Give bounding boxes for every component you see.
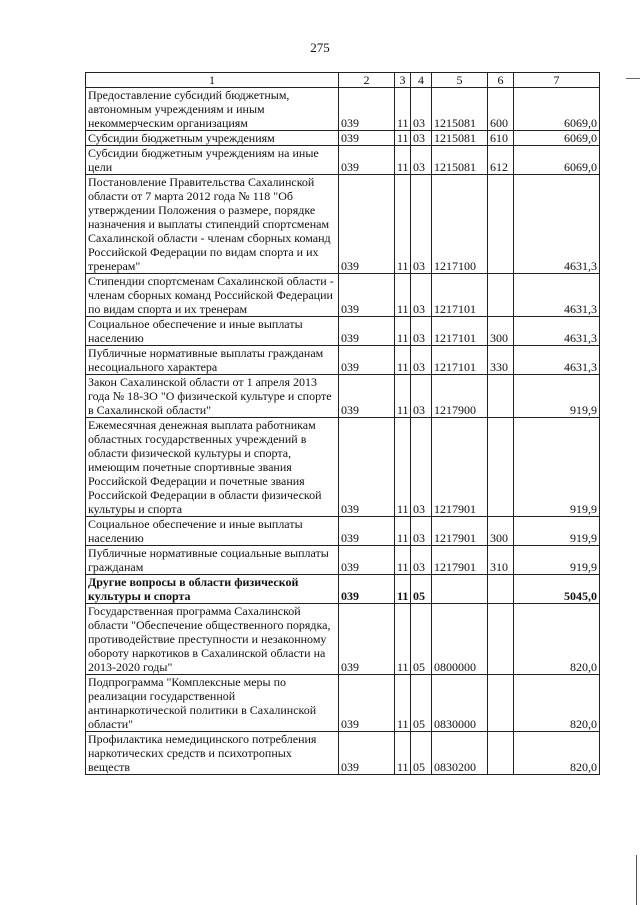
row-section-cell: 11 [395, 418, 411, 517]
row-amount-cell: 4631,3 [514, 274, 600, 317]
table-row [86, 274, 600, 317]
row-name-cell: Ежемесячная денежная выплата работникам областных государственных учреждений в области физической культуры и спорта, имеющим почетные спортивные звания Российской Федерации и почетные звания Российской Федерации в области физической культуры и спорта [86, 418, 339, 517]
row-subsection-cell: 03 [411, 175, 432, 274]
row-admin-code-cell: 039 [339, 732, 395, 775]
row-subsection-cell: 03 [411, 375, 432, 418]
row-amount-cell: 919,9 [514, 375, 600, 418]
row-name-cell: Субсидии бюджетным учреждениям на иные цели [86, 146, 339, 175]
table-row [86, 517, 600, 546]
row-expense-type-cell: 610 [488, 131, 514, 146]
row-section-cell: 11 [395, 375, 411, 418]
row-admin-code-cell: 039 [339, 274, 395, 317]
row-admin-code-cell: 039 [339, 175, 395, 274]
row-admin-code-cell: 039 [339, 418, 395, 517]
row-admin-code-cell: 039 [339, 517, 395, 546]
row-admin-code-cell: 039 [339, 375, 395, 418]
row-amount-cell: 820,0 [514, 675, 600, 732]
row-target-article-cell: 1217901 [432, 517, 488, 546]
row-admin-code-cell: 039 [339, 131, 395, 146]
row-target-article-cell: 1215081 [432, 146, 488, 175]
table-header-row [86, 73, 600, 88]
row-subsection-cell: 03 [411, 418, 432, 517]
row-admin-code-cell: 039 [339, 604, 395, 675]
row-name-cell: Государственная программа Сахалинской области "Обеспечение общественного порядка, противодействие преступности и незаконному обороту наркотиков в Сахалинской области на 2013-2020 годы" [86, 604, 339, 675]
row-amount-cell: 820,0 [514, 604, 600, 675]
table-row [86, 675, 600, 732]
column-header-4: 4 [411, 73, 432, 88]
row-expense-type-cell [488, 675, 514, 732]
column-header-3: 3 [395, 73, 411, 88]
row-subsection-cell: 05 [411, 604, 432, 675]
row-target-article-cell: 0800000 [432, 604, 488, 675]
row-section-cell: 11 [395, 146, 411, 175]
row-expense-type-cell: 600 [488, 88, 514, 131]
row-name-cell: Предоставление субсидий бюджетным, автономным учреждениям и иным некоммерческим организациям [86, 88, 339, 131]
row-expense-type-cell: 300 [488, 517, 514, 546]
row-admin-code-cell: 039 [339, 88, 395, 131]
column-header-1: 1 [86, 73, 339, 88]
column-header-7: 7 [514, 73, 600, 88]
row-amount-cell: 919,9 [514, 546, 600, 575]
row-name-cell: Закон Сахалинской области от 1 апреля 2013 года № 18-ЗО "О физической культуре и спорте в Сахалинской области" [86, 375, 339, 418]
row-section-cell: 11 [395, 604, 411, 675]
row-subsection-cell: 03 [411, 131, 432, 146]
row-section-cell: 11 [395, 732, 411, 775]
table-row [86, 146, 600, 175]
row-target-article-cell: 1217101 [432, 346, 488, 375]
table-row [86, 88, 600, 131]
row-subsection-cell: 05 [411, 575, 432, 604]
row-amount-cell: 6069,0 [514, 88, 600, 131]
row-name-cell: Подпрограмма "Комплексные меры по реализации государственной антинаркотической политики в Сахалинской области" [86, 675, 339, 732]
row-section-cell: 11 [395, 517, 411, 546]
row-expense-type-cell: 330 [488, 346, 514, 375]
row-target-article-cell: 1217901 [432, 418, 488, 517]
row-target-article-cell: 1217101 [432, 317, 488, 346]
row-subsection-cell: 03 [411, 317, 432, 346]
page-number: 275 [310, 40, 330, 55]
row-amount-cell: 5045,0 [514, 575, 600, 604]
row-expense-type-cell [488, 375, 514, 418]
row-target-article-cell: 1217100 [432, 175, 488, 274]
row-subsection-cell: 05 [411, 732, 432, 775]
row-target-article-cell: 0830000 [432, 675, 488, 732]
table-row [86, 346, 600, 375]
row-name-cell: Другие вопросы в области физической культуры и спорта [86, 575, 339, 604]
row-name-cell: Постановление Правительства Сахалинской области от 7 марта 2012 года № 118 "Об утверждении Положения о размере, порядке назначения и выплаты стипендий спортсменам Сахалинской области - членам сборных команд Российской Федерации по видам спорта и их тренерам" [86, 175, 339, 274]
row-expense-type-cell: 612 [488, 146, 514, 175]
row-name-cell: Публичные нормативные выплаты гражданам несоциального характера [86, 346, 339, 375]
row-target-article-cell [432, 575, 488, 604]
row-section-cell: 11 [395, 546, 411, 575]
row-admin-code-cell: 039 [339, 546, 395, 575]
row-amount-cell: 6069,0 [514, 146, 600, 175]
row-target-article-cell: 1217101 [432, 274, 488, 317]
row-amount-cell: 919,9 [514, 418, 600, 517]
row-expense-type-cell [488, 175, 514, 274]
row-section-cell: 11 [395, 317, 411, 346]
edge-mark [626, 78, 640, 79]
row-amount-cell: 919,9 [514, 517, 600, 546]
column-header-2: 2 [339, 73, 395, 88]
table-row [86, 317, 600, 346]
row-admin-code-cell: 039 [339, 317, 395, 346]
row-section-cell: 11 [395, 675, 411, 732]
table-row [86, 375, 600, 418]
row-name-cell: Публичные нормативные социальные выплаты гражданам [86, 546, 339, 575]
row-subsection-cell: 05 [411, 675, 432, 732]
column-header-6: 6 [488, 73, 514, 88]
row-admin-code-cell: 039 [339, 675, 395, 732]
row-expense-type-cell [488, 604, 514, 675]
table-row [86, 131, 600, 146]
row-subsection-cell: 03 [411, 546, 432, 575]
row-target-article-cell: 1215081 [432, 131, 488, 146]
row-expense-type-cell [488, 274, 514, 317]
column-header-5: 5 [432, 73, 488, 88]
table-row [86, 732, 600, 775]
row-name-cell: Социальное обеспечение и иные выплаты населению [86, 317, 339, 346]
row-section-cell: 11 [395, 346, 411, 375]
row-expense-type-cell [488, 418, 514, 517]
row-admin-code-cell: 039 [339, 575, 395, 604]
row-name-cell: Стипендии спортсменам Сахалинской области - членам сборных команд Российской Федерации по видам спорта и их тренерам [86, 274, 339, 317]
row-subsection-cell: 03 [411, 88, 432, 131]
row-section-cell: 11 [395, 175, 411, 274]
row-section-cell: 11 [395, 274, 411, 317]
row-expense-type-cell [488, 575, 514, 604]
row-subsection-cell: 03 [411, 146, 432, 175]
row-subsection-cell: 03 [411, 517, 432, 546]
row-name-cell: Субсидии бюджетным учреждениям [86, 131, 339, 146]
row-section-cell: 11 [395, 131, 411, 146]
row-amount-cell: 4631,3 [514, 175, 600, 274]
row-subsection-cell: 03 [411, 274, 432, 317]
row-amount-cell: 820,0 [514, 732, 600, 775]
row-name-cell: Социальное обеспечение и иные выплаты населению [86, 517, 339, 546]
edge-line [636, 855, 637, 905]
budget-table [85, 72, 600, 775]
table-row [86, 175, 600, 274]
row-section-cell: 11 [395, 88, 411, 131]
row-target-article-cell: 1217901 [432, 546, 488, 575]
row-expense-type-cell: 300 [488, 317, 514, 346]
row-subsection-cell: 03 [411, 346, 432, 375]
row-target-article-cell: 1217900 [432, 375, 488, 418]
row-name-cell: Профилактика немедицинского потребления наркотических средств и психотропных веществ [86, 732, 339, 775]
row-amount-cell: 4631,3 [514, 346, 600, 375]
row-amount-cell: 4631,3 [514, 317, 600, 346]
row-amount-cell: 6069,0 [514, 131, 600, 146]
row-target-article-cell: 1215081 [432, 88, 488, 131]
table-row [86, 546, 600, 575]
row-admin-code-cell: 039 [339, 346, 395, 375]
row-admin-code-cell: 039 [339, 146, 395, 175]
table-row [86, 418, 600, 517]
row-expense-type-cell: 310 [488, 546, 514, 575]
table-row [86, 575, 600, 604]
row-target-article-cell: 0830200 [432, 732, 488, 775]
row-expense-type-cell [488, 732, 514, 775]
table-row [86, 604, 600, 675]
row-section-cell: 11 [395, 575, 411, 604]
